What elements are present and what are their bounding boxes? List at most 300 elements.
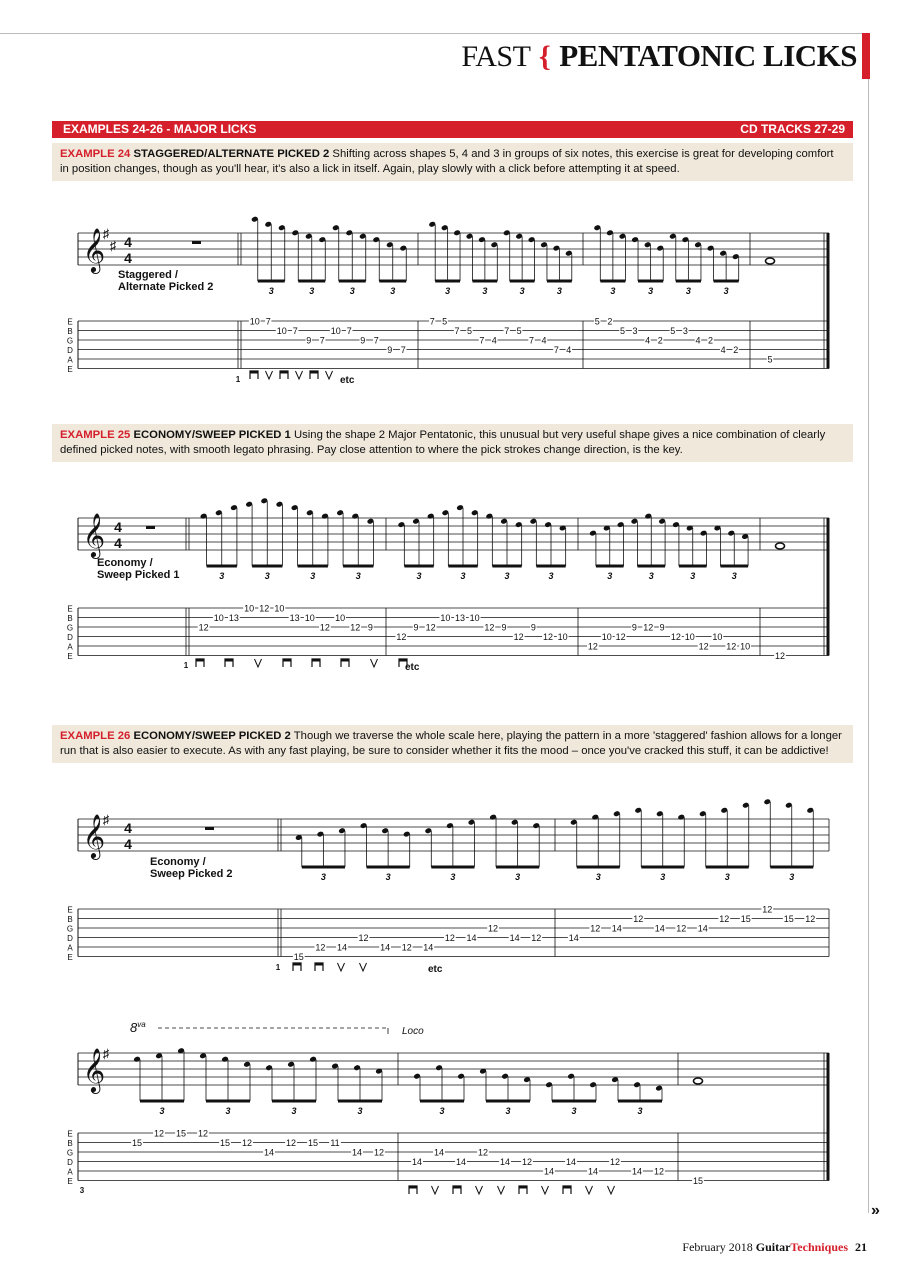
etc-mark: etc <box>405 662 420 673</box>
tab-fret-number: 2 <box>657 335 663 346</box>
tab-fret-number: 7 <box>454 326 460 336</box>
magazine-name-1: Guitar <box>755 1240 791 1254</box>
triplet-number: 3 <box>515 872 521 882</box>
triplet-number: 3 <box>548 571 554 581</box>
note-beam <box>510 280 535 283</box>
tab-fret-number: 14 <box>587 1166 599 1177</box>
example-number: EXAMPLE 25 <box>60 429 131 441</box>
note-beam <box>343 565 373 568</box>
tab-fret-number: 5 <box>516 326 522 336</box>
tab-fret-number: 13 <box>228 613 239 623</box>
time-signature-top: 4 <box>124 234 132 250</box>
pick-upstroke-icon <box>608 1186 615 1194</box>
triplet-number: 3 <box>505 1106 511 1116</box>
tab-fret-number: 5 <box>619 326 625 336</box>
triplet-number: 3 <box>690 571 696 581</box>
whole-rest-icon <box>205 827 214 830</box>
tab-fret-number: 7 <box>504 326 510 336</box>
tab-fret-number: 12 <box>484 622 495 633</box>
tab-fret-number: 9 <box>413 622 419 633</box>
note-beam <box>338 1100 382 1103</box>
measure-number: 3 <box>79 1186 85 1195</box>
tab-string-name: A <box>67 1167 73 1177</box>
whole-note <box>766 258 775 264</box>
tab-fret-number: 4 <box>491 335 497 346</box>
tab-string-name: G <box>66 924 74 934</box>
pick-upstroke-icon <box>498 1186 505 1194</box>
footer-date: February 2018 <box>682 1240 753 1254</box>
pick-downstroke-bar <box>315 963 323 966</box>
triplet-number: 3 <box>445 286 451 296</box>
note-beam <box>404 565 433 568</box>
note-beam <box>379 280 406 283</box>
tab-fret-number: 14 <box>499 1157 511 1167</box>
final-barline-thick <box>827 518 830 656</box>
note-beam <box>420 1100 464 1103</box>
note-beam <box>641 866 684 869</box>
triplet-number: 3 <box>291 1106 297 1116</box>
header-title: PENTATONIC LICKS <box>559 38 857 73</box>
triplet-number: 3 <box>610 286 616 296</box>
note-beam <box>720 565 748 568</box>
note-beam <box>472 280 497 283</box>
tab-fret-number: 12 <box>488 923 499 934</box>
tab-fret-number: 9 <box>659 622 665 633</box>
note-beam <box>714 280 739 283</box>
measure-number: 1 <box>235 375 241 384</box>
tab-fret-number: 12 <box>643 622 654 633</box>
pick-downstroke-bar <box>293 963 301 966</box>
technique-label: Staggered / <box>118 269 178 281</box>
tab-fret-number: 3 <box>632 326 638 336</box>
triplet-number: 3 <box>450 872 456 882</box>
tab-fret-number: 10 <box>440 613 451 623</box>
triplet-number: 3 <box>504 571 510 581</box>
triplet-number: 3 <box>731 571 737 581</box>
time-signature-bottom: 4 <box>124 250 132 266</box>
note-beam <box>536 565 565 568</box>
triplet-number: 3 <box>723 286 729 296</box>
example-title: ECONOMY/SWEEP PICKED 2 <box>133 730 291 742</box>
note-beam <box>298 565 328 568</box>
example-number: EXAMPLE 24 <box>60 148 131 160</box>
pick-upstroke-icon <box>432 1186 439 1194</box>
tab-fret-number: 14 <box>423 942 434 953</box>
tab-fret-number: 14 <box>654 923 665 934</box>
example-title: ECONOMY/SWEEP PICKED 1 <box>133 429 291 441</box>
tab-string-name: B <box>67 327 73 336</box>
triplet-number: 3 <box>595 872 601 882</box>
tab-fret-number: 14 <box>433 1147 445 1158</box>
pick-downstroke-bar <box>283 659 291 662</box>
tab-fret-number: 12 <box>590 923 601 934</box>
tab-fret-number: 7 <box>373 335 379 346</box>
tab-fret-number: 10 <box>684 632 695 642</box>
tab-fret-number: 7 <box>292 326 298 336</box>
tab-fret-number: 9 <box>306 335 312 346</box>
tab-fret-number: 12 <box>774 651 786 661</box>
next-page-arrow-icon[interactable]: » <box>871 1202 880 1219</box>
banner-title: EXAMPLES 24-26 - MAJOR LICKS <box>63 122 257 136</box>
tab-fret-number: 10 <box>274 603 285 614</box>
tab-fret-number: 15 <box>307 1138 319 1148</box>
example-text: Though we traverse the whole scale here, playing the pattern in a more 'staggered' fashion allows for a longer run that is also easier to execute. As with any fast playing, be sure to consider whether it fits the mood – once you've cracked this stuff, it can be addictive! <box>60 730 842 757</box>
pick-downstroke-bar <box>250 371 258 374</box>
note-beam <box>600 280 625 283</box>
tab-fret-number: 14 <box>380 942 391 953</box>
key-sharp-icon: ♯ <box>102 226 110 241</box>
etc-mark: etc <box>428 964 443 975</box>
tab-fret-number: 13 <box>454 613 466 623</box>
example-text: Using the shape 2 Major Pentatonic, this unusual but very useful shape gives a nice combination of clearly defined picked notes, with smooth legato phrasing. Pay close attention to where the pick strokes change direction, is the key. <box>60 429 826 456</box>
whole-note <box>776 543 785 549</box>
tab-string-name: A <box>67 642 73 652</box>
triplet-number: 3 <box>349 286 355 296</box>
tab-fret-number: 12 <box>587 641 598 652</box>
example-text: Shifting across shapes 5, 4 and 3 in groups of six notes, this exercise is great for developing comfort in position changes, though as you'll hear, it's also a lick in itself. Again, play slowly with a click before attempting it at speed. <box>60 148 834 175</box>
note-beam <box>207 565 237 568</box>
triplet-number: 3 <box>460 571 466 581</box>
tab-fret-number: 14 <box>466 933 477 943</box>
note-beam <box>431 866 474 869</box>
tab-fret-number: 7 <box>529 335 535 346</box>
note-beam <box>252 565 282 568</box>
pick-upstroke-icon <box>371 659 378 667</box>
final-barline-thick <box>827 1053 830 1181</box>
tab-fret-number: 4 <box>541 335 547 346</box>
tab-fret-number: 4 <box>720 345 726 355</box>
treble-clef-icon: 𝄞 <box>82 230 106 272</box>
triplet-number: 3 <box>648 286 654 296</box>
tab-fret-number: 12 <box>444 933 455 943</box>
tab-fret-number: 12 <box>542 632 554 642</box>
tab-fret-number: 10 <box>213 613 224 623</box>
tab-fret-number: 2 <box>607 316 613 327</box>
tab-fret-number: 2 <box>708 335 714 346</box>
pick-upstroke-icon <box>586 1186 593 1194</box>
tab-fret-number: 7 <box>553 345 559 355</box>
tab-fret-number: 12 <box>676 923 687 934</box>
tab-fret-number: 7 <box>400 345 406 355</box>
tab-fret-number: 5 <box>466 326 472 336</box>
pick-upstroke-icon <box>266 371 273 379</box>
note-beam <box>367 866 410 869</box>
example-number: EXAMPLE 26 <box>60 730 131 742</box>
tab-fret-number: 10 <box>601 632 612 642</box>
tab-string-name: D <box>67 633 73 642</box>
tab-string-name: D <box>67 934 73 943</box>
tab-fret-number: 12 <box>521 1157 533 1167</box>
ottava-mark: $8^{va}$ <box>130 1020 146 1035</box>
tab-fret-number: 10 <box>712 632 723 642</box>
tab-fret-number: 14 <box>565 1157 577 1167</box>
tab-fret-number: 12 <box>373 1147 385 1158</box>
tab-string-name: A <box>67 355 73 365</box>
tab-fret-number: 12 <box>653 1166 665 1177</box>
tab-fret-number: 5 <box>442 316 448 327</box>
triplet-number: 3 <box>556 286 562 296</box>
tab-fret-number: 4 <box>645 335 651 346</box>
tab-string-name: G <box>66 623 74 633</box>
pick-downstroke-bar <box>225 659 233 662</box>
technique-label: Alternate Picked 2 <box>118 281 214 293</box>
technique-label: Sweep Picked 1 <box>97 569 180 581</box>
tab-fret-number: 3 <box>682 326 688 336</box>
tab-fret-number: 11 <box>330 1138 340 1148</box>
page-number: 21 <box>855 1240 867 1254</box>
triplet-number: 3 <box>219 571 225 581</box>
tab-string-name: G <box>66 1148 74 1158</box>
tab-fret-number: 12 <box>633 914 644 924</box>
whole-rest-icon <box>146 526 155 529</box>
treble-clef-icon: 𝄞 <box>82 816 106 858</box>
technique-label: Economy / <box>97 557 153 569</box>
tab-string-name: B <box>67 614 73 623</box>
note-beam <box>547 280 572 283</box>
triplet-number: 3 <box>519 286 525 296</box>
pick-downstroke-bar <box>453 1186 461 1189</box>
key-sharp-icon: ♯ <box>102 812 110 827</box>
tab-fret-number: 14 <box>336 942 347 953</box>
triplet-number: 3 <box>320 872 326 882</box>
triplet-number: 3 <box>724 872 730 882</box>
note-beam <box>140 1100 184 1103</box>
triplet-number: 3 <box>225 1106 231 1116</box>
tab-fret-number: 12 <box>153 1128 165 1139</box>
tab-fret-number: 14 <box>351 1147 363 1158</box>
tab-fret-number: 14 <box>263 1147 275 1158</box>
pick-downstroke-bar <box>563 1186 571 1189</box>
note-beam <box>706 866 749 869</box>
tab-string-name: E <box>67 604 73 614</box>
tab-fret-number: 12 <box>762 904 773 915</box>
tab-string-name: E <box>67 1129 73 1139</box>
triplet-number: 3 <box>482 286 488 296</box>
tab-fret-number: 12 <box>241 1138 253 1148</box>
tab-fret-number: 10 <box>557 632 568 642</box>
note-beam <box>258 280 285 283</box>
tab-fret-number: 13 <box>289 613 300 623</box>
note-beam <box>298 280 325 283</box>
tab-fret-number: 7 <box>346 326 352 336</box>
tab-fret-number: 14 <box>509 933 520 943</box>
note-beam <box>339 280 366 283</box>
note-beam <box>638 280 663 283</box>
note-beam <box>435 280 460 283</box>
triplet-number: 3 <box>159 1106 165 1116</box>
tab-fret-number: 5 <box>594 316 600 327</box>
tab-string-name: E <box>67 365 73 374</box>
tab-fret-number: 12 <box>531 933 542 943</box>
tab-fret-number: 10 <box>249 316 260 327</box>
tab-fret-number: 5 <box>670 326 676 336</box>
tab-fret-number: 7 <box>429 316 435 327</box>
tab-fret-number: 12 <box>401 942 412 953</box>
tab-fret-number: 10 <box>335 613 346 623</box>
pick-upstroke-icon <box>360 963 367 971</box>
tab-fret-number: 10 <box>469 613 480 623</box>
tab-fret-number: 15 <box>131 1138 143 1148</box>
time-signature-bottom: 4 <box>114 535 122 551</box>
ottava-sup: va <box>137 1020 146 1029</box>
tab-fret-number: 9 <box>387 345 393 355</box>
page-footer <box>682 1240 867 1255</box>
note-beam <box>552 1100 596 1103</box>
tab-fret-number: 12 <box>285 1138 297 1148</box>
tab-fret-number: 9 <box>367 622 373 633</box>
key-sharp-icon: ♯ <box>109 238 117 253</box>
whole-note <box>694 1078 703 1084</box>
technique-label: Economy / <box>150 856 206 868</box>
tab-string-name: E <box>67 905 73 915</box>
triplet-number: 3 <box>355 571 361 581</box>
triplet-number: 3 <box>637 1106 643 1116</box>
tab-fret-number: 12 <box>198 622 209 633</box>
tab-fret-number: 12 <box>319 622 330 633</box>
tab-fret-number: 14 <box>543 1166 555 1177</box>
tab-fret-number: 12 <box>259 603 270 614</box>
tab-string-name: E <box>67 953 73 962</box>
pick-upstroke-icon <box>296 371 303 379</box>
key-sharp-icon: ♯ <box>102 1046 110 1061</box>
header-prefix: FAST <box>461 40 530 73</box>
treble-clef-icon: 𝄞 <box>82 515 106 557</box>
measure-number: 1 <box>183 661 189 670</box>
tab-fret-number: 10 <box>276 326 287 336</box>
tab-fret-number: 9 <box>530 622 536 633</box>
note-beam <box>448 565 477 568</box>
note-beam <box>272 1100 316 1103</box>
note-beam <box>679 565 707 568</box>
tab-fret-number: 15 <box>783 914 794 924</box>
pick-downstroke-bar <box>341 659 349 662</box>
header-brace: { <box>538 40 551 73</box>
tab-fret-number: 15 <box>740 914 751 924</box>
tab-fret-number: 15 <box>293 952 304 962</box>
pick-upstroke-icon <box>255 659 262 667</box>
tab-fret-number: 4 <box>695 335 701 346</box>
triplet-number: 3 <box>264 571 270 581</box>
triplet-number: 3 <box>439 1106 445 1116</box>
pick-downstroke-bar <box>280 371 288 374</box>
tab-string-name: B <box>67 915 73 924</box>
tab-string-name: E <box>67 1177 73 1186</box>
tab-fret-number: 10 <box>304 613 315 623</box>
note-beam <box>496 866 539 869</box>
note-beam <box>770 866 813 869</box>
tab-string-name: A <box>67 943 73 953</box>
tab-fret-number: 12 <box>719 914 730 924</box>
tab-fret-number: 12 <box>805 914 816 924</box>
tab-string-name: D <box>67 1158 73 1167</box>
tab-fret-number: 4 <box>566 345 572 355</box>
triplet-number: 3 <box>385 872 391 882</box>
tab-fret-number: 7 <box>319 335 325 346</box>
tab-fret-number: 12 <box>726 641 737 652</box>
note-beam <box>596 565 624 568</box>
time-signature-top: 4 <box>114 519 122 535</box>
tab-fret-number: 15 <box>219 1138 231 1148</box>
time-signature-top: 4 <box>124 820 132 836</box>
triplet-number: 3 <box>648 571 654 581</box>
magazine-name-2: Techniques <box>790 1240 848 1254</box>
triplet-number: 3 <box>607 571 613 581</box>
triplet-number: 3 <box>310 571 316 581</box>
pick-upstroke-icon <box>476 1186 483 1194</box>
note-beam <box>302 866 345 869</box>
tab-fret-number: 12 <box>396 632 407 642</box>
pick-downstroke-bar <box>409 1186 417 1189</box>
note-beam <box>637 565 665 568</box>
tab-fret-number: 14 <box>631 1166 643 1177</box>
tab-fret-number: 12 <box>698 641 709 652</box>
time-signature-bottom: 4 <box>124 836 132 852</box>
tab-string-name: B <box>67 1139 73 1148</box>
final-barline-thick <box>827 233 830 369</box>
note-beam <box>577 866 620 869</box>
whole-rest-icon <box>192 241 201 244</box>
note-beam <box>206 1100 250 1103</box>
treble-clef-icon: 𝄞 <box>82 1050 106 1092</box>
triplet-number: 3 <box>685 286 691 296</box>
banner-tracks: CD TRACKS 27-29 <box>740 122 845 136</box>
tab-fret-number: 12 <box>425 622 436 633</box>
triplet-number: 3 <box>390 286 396 296</box>
note-beam <box>618 1100 662 1103</box>
note-beam <box>486 1100 530 1103</box>
tab-fret-number: 2 <box>733 345 739 355</box>
tab-string-name: G <box>66 336 74 346</box>
tab-fret-number: 15 <box>175 1128 187 1139</box>
tab-fret-number: 12 <box>513 632 524 642</box>
tab-fret-number: 14 <box>697 923 708 934</box>
tab-fret-number: 12 <box>477 1147 489 1158</box>
loco-mark: Loco <box>402 1026 424 1037</box>
tab-fret-number: 7 <box>479 335 485 346</box>
etc-mark: etc <box>340 375 355 386</box>
measure-number: 1 <box>275 963 281 972</box>
pick-downstroke-bar <box>312 659 320 662</box>
tab-fret-number: 10 <box>244 603 255 614</box>
tab-fret-number: 12 <box>358 933 369 943</box>
footer-magazine <box>756 1240 848 1254</box>
pick-upstroke-icon <box>326 371 333 379</box>
tab-fret-number: 15 <box>692 1176 704 1186</box>
tab-string-name: D <box>67 346 73 355</box>
tab-fret-number: 10 <box>330 326 341 336</box>
tab-fret-number: 14 <box>411 1157 423 1167</box>
example-title: STAGGERED/ALTERNATE PICKED 2 <box>133 148 330 160</box>
tab-fret-number: 12 <box>670 632 681 642</box>
pick-downstroke-bar <box>519 1186 527 1189</box>
tab-fret-number: 12 <box>609 1157 621 1167</box>
technique-label: Sweep Picked 2 <box>150 868 233 880</box>
tab-fret-number: 12 <box>615 632 626 642</box>
tab-fret-number: 9 <box>501 622 507 633</box>
pick-upstroke-icon <box>338 963 345 971</box>
triplet-number: 3 <box>268 286 274 296</box>
tab-fret-number: 12 <box>350 622 361 633</box>
tab-fret-number: 14 <box>568 933 579 943</box>
triplet-number: 3 <box>416 571 422 581</box>
tab-string-name: E <box>67 652 73 661</box>
triplet-number: 3 <box>571 1106 577 1116</box>
tab-fret-number: 12 <box>315 942 326 953</box>
triplet-number: 3 <box>660 872 666 882</box>
pick-downstroke-bar <box>196 659 204 662</box>
triplet-number: 3 <box>309 286 315 296</box>
tab-fret-number: 10 <box>740 641 751 652</box>
